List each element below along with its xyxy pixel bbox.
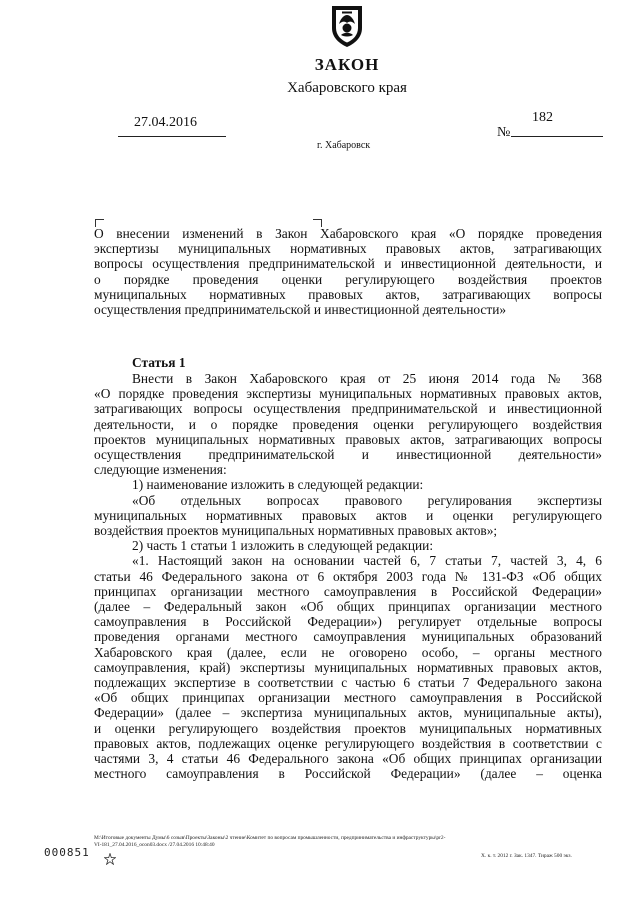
law-number: 182	[532, 110, 553, 125]
article-line: «Об отдельных вопросах правового регулирования экспертизы	[132, 492, 602, 508]
subject-line: О внесении изменений в Закон Хабаровского края «О порядке проведения	[94, 226, 602, 241]
law-date: 27.04.2016	[134, 115, 197, 130]
article-line: самоуправления, край) экспертизы муниципальных нормативных правовых актов,	[94, 659, 602, 675]
article-line: местного самоуправления в Российской Федерации» (далее – оценка	[94, 766, 602, 782]
article-line: Хабаровского края (далее, если не оговорено особо, – органы местного	[94, 644, 602, 660]
article-line: воздействия проектов муниципальных нормативных правовых актов»;	[94, 523, 498, 539]
article-line: затрагивающих вопросы осуществления предпринимательской и инвестиционной	[94, 401, 602, 417]
number-underline	[511, 136, 603, 137]
article-line: проектов муниципальных нормативных правовых актов, затрагивающих вопросы	[94, 431, 602, 447]
article-line: Федерации» (далее – экспертиза муниципальных актов, муниципальные акты),	[94, 705, 602, 721]
article-line: «1. Настоящий закон на основании частей 6, 7 статьи 7, частей 3, 4, 6	[132, 553, 602, 569]
article-line: осуществления предпринимательской и инвестиционной деятельности»	[94, 447, 602, 463]
article-line: статьи 46 Федерального закона от 6 октября 2003 года № 131-ФЗ «Об общих	[94, 568, 602, 584]
city-name: г. Хабаровск	[317, 140, 371, 151]
footer-path-line: VI-181_27.04.2016_ocon03.docx /27.04.2016 10:48:40	[94, 842, 215, 848]
article-line: «О порядке проведения экспертизы муниципальных нормативных правовых актов,	[94, 386, 602, 402]
article-line: «Об общих принципах организации местного самоуправления в Российской	[94, 690, 602, 706]
article-line: и оценки регулирующего воздействия проектов муниципальных нормативных	[94, 720, 602, 736]
article-line: проведения органами местного самоуправления муниципальных образований	[94, 629, 602, 645]
article-heading: Статья 1	[132, 355, 186, 370]
subject-line: муниципальных нормативных правовых актов, затрагивающих вопросы	[94, 286, 602, 302]
article-line: частями 3, 4 статьи 46 Федерального закона «Об общих принципах организации	[94, 751, 602, 767]
article-line: Внести в Закон Хабаровского края от 25 июня 2014 года № 368	[132, 371, 602, 386]
print-info: Х. к. т. 2012 г. Зак. 1347. Тираж 500 экз.	[481, 853, 572, 859]
article-line: правовых актов, подлежащих оценке регулирующего воздействия в соответствии с	[94, 735, 602, 751]
article-line: муниципальных нормативных правовых актов и оценки регулирующего	[94, 507, 602, 523]
article-line: следующие изменения:	[94, 462, 227, 478]
number-label: №	[497, 125, 511, 140]
article-body	[94, 371, 602, 781]
article-line: принципах организации местного самоуправления в Российской Федерации»	[94, 583, 602, 599]
article-line: 1) наименование изложить в следующей редакции:	[132, 477, 424, 493]
subject-line: осуществления предпринимательской и инвестиционной деятельности»	[94, 302, 507, 318]
law-title: ЗАКОН	[314, 55, 380, 74]
coat-of-arms-icon	[328, 4, 366, 48]
article-line: самоуправления в Российской Федерации») регулирует отдельные вопросы	[94, 614, 602, 630]
subject-line: вопросы осуществления предпринимательской и инвестиционной деятельности, и	[94, 256, 602, 272]
star-mark-icon	[104, 853, 116, 865]
subject-line: о порядке проведения оценки регулирующего воздействия проектов	[94, 271, 602, 287]
document-serial: 000851	[44, 846, 90, 859]
region-name: Хабаровского края	[287, 80, 407, 96]
article-line: 2) часть 1 статьи 1 изложить в следующей редакции:	[132, 538, 434, 554]
footer-file-path	[94, 835, 614, 849]
date-underline	[118, 136, 226, 137]
article-line: подлежащих экспертизе в соответствии с частью 6 статьи 7 Федерального закона	[94, 675, 602, 691]
footer-path-line: М:\Итоговые документы Думы\6 созыв\Проекты\Законы\2 чтение\Комитет по вопросам промышленности, предпринимательства и инфраструктуры\pr2-	[94, 835, 446, 841]
article-line: (далее – Федеральный закон «Об общих принципах организации местного	[94, 599, 602, 615]
article-line: деятельности, и о порядке проведения оценки регулирующего воздействия	[94, 416, 602, 432]
subject-line: экспертизы муниципальных нормативных правовых актов, затрагивающих	[94, 241, 602, 257]
law-subject	[94, 226, 602, 317]
